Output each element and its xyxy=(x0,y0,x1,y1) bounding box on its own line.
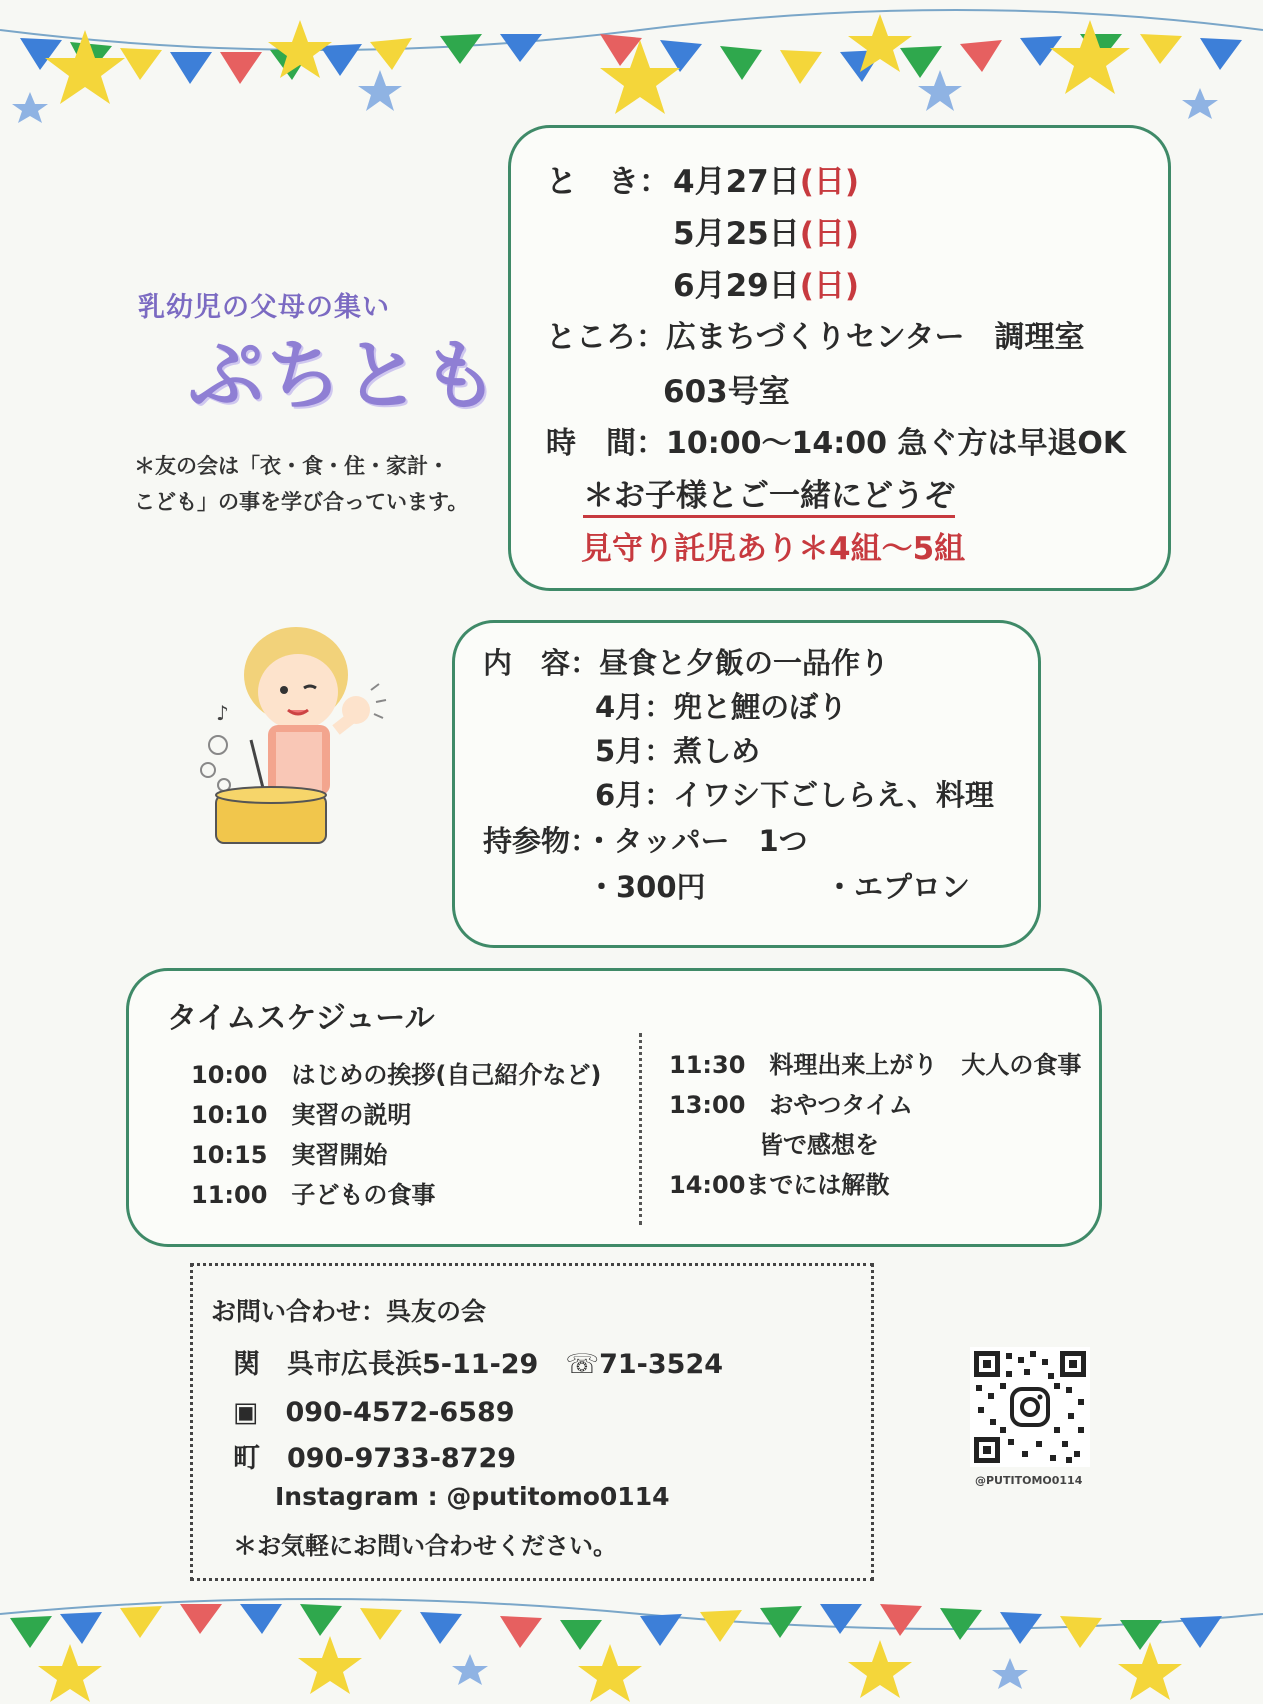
contact-phone-1: ▣ 090-4572-6589 xyxy=(233,1397,515,1428)
club-note-line1: ＊友の会は「衣・食・住・家計・ xyxy=(134,454,449,478)
dow-2: (日) xyxy=(799,216,860,252)
contact-footer-note: ＊お気軽にお問い合わせください。 xyxy=(233,1532,617,1560)
childcare-note: 見守り託児あり＊4組〜5組 xyxy=(581,531,966,567)
apron: ・エプロン xyxy=(825,870,971,904)
schedule-item: 11:00 子どもの食事 xyxy=(191,1181,436,1209)
bring-items: 持参物：・タッパー 1つ xyxy=(483,824,808,858)
schedule-title: タイムスケジュール xyxy=(167,1001,435,1036)
event-title: ぷちとも xyxy=(188,331,500,420)
kids-note xyxy=(583,470,955,515)
instagram-qr-code xyxy=(970,1347,1090,1467)
schedule-divider xyxy=(639,1033,642,1225)
time-schedule-box xyxy=(126,968,1102,1247)
content-box xyxy=(452,620,1041,948)
star-decorations xyxy=(45,14,1130,114)
schedule-item: 皆で感想を xyxy=(759,1131,879,1159)
contact-phone-2: 町 090-9733-8729 xyxy=(233,1443,517,1474)
content-june: 6月：イワシ下ごしらえ、料理 xyxy=(595,778,994,812)
dow-1: (日) xyxy=(799,164,860,200)
schedule-item: 11:30 料理出来上がり 大人の食事 xyxy=(669,1051,1082,1079)
instagram-handle: Instagram : @putitomo0114 xyxy=(275,1482,670,1511)
schedule-item: 10:00 はじめの挨拶(自己紹介など) xyxy=(191,1061,602,1089)
date-1: 4月27日 xyxy=(673,164,800,200)
date-row-2 xyxy=(673,208,859,253)
time-line: 時 間：10:00〜14:00 急ぐ方は早退OK xyxy=(546,426,1127,461)
bottom-bunting-decoration xyxy=(0,1574,1263,1704)
contact-box xyxy=(190,1263,874,1581)
content-april: 4月：兜と鯉のぼり xyxy=(595,690,848,724)
kids-note-text: ＊お子様とご一緒にどうぞ xyxy=(583,478,955,518)
date-row-1 xyxy=(673,156,859,201)
club-note-line2: こども」の事を学び合っています。 xyxy=(134,490,469,514)
date-2: 5月25日 xyxy=(673,216,800,252)
room-line: 603号室 xyxy=(663,374,790,410)
schedule-item: 13:00 おやつタイム xyxy=(669,1091,913,1119)
event-subtitle: 乳幼児の父母の集い xyxy=(138,292,390,323)
event-info-box xyxy=(508,125,1171,591)
date-3: 6月29日 xyxy=(673,268,800,304)
club-note xyxy=(134,448,494,520)
schedule-item: 10:15 実習開始 xyxy=(191,1141,388,1169)
date-row-3 xyxy=(673,260,859,305)
content-line: 内 容：昼食と夕飯の一品作り xyxy=(483,646,890,680)
when-label: と き： xyxy=(546,164,670,200)
contact-address: 関 呉市広長浜5-11-29 ☏71-3524 xyxy=(233,1349,724,1380)
cooking-child-illustration xyxy=(196,620,396,850)
contact-heading: お問い合わせ：呉友の会 xyxy=(211,1297,487,1326)
instagram-icon xyxy=(1012,1389,1048,1425)
dow-3: (日) xyxy=(799,268,860,304)
svg-text:♪: ♪ xyxy=(216,701,229,725)
top-bunting-decoration xyxy=(0,0,1263,130)
fee: ・300円 xyxy=(587,870,706,904)
content-may: 5月：煮しめ xyxy=(595,734,761,768)
schedule-item: 10:10 実習の説明 xyxy=(191,1101,412,1129)
schedule-item: 14:00までには解散 xyxy=(669,1171,890,1199)
qr-caption: @PUTITOMO0114 xyxy=(975,1474,1083,1487)
place-line: ところ：広まちづくりセンター 調理室 xyxy=(546,320,1085,355)
